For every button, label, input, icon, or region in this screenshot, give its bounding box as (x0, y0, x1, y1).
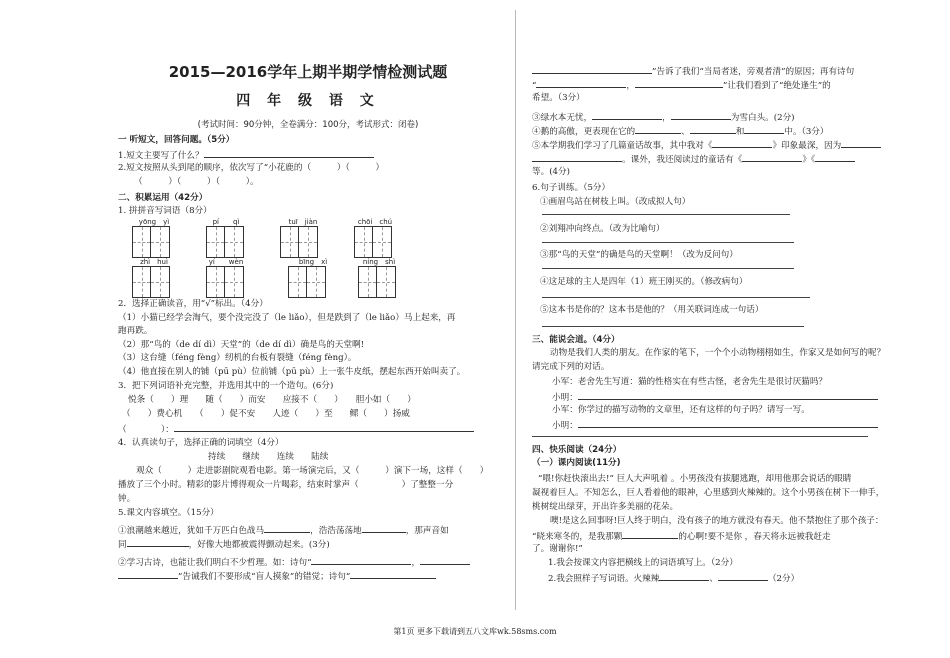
writing-box[interactable] (132, 226, 170, 258)
r4b-text: ， (662, 113, 671, 123)
s2-q3-w1: 悦条（ ）理 随（ ）而安 应接不（ ） 胆小如（ ） (128, 395, 416, 405)
r6b-text: 》印象最深，因为 (772, 141, 842, 151)
s2-q3-w2: （ ）费心机 （ ）促不安 人迹（ ）至 鳏（ ）扬威 (122, 409, 410, 419)
section-2-heading: 二、积累运用（42分） (118, 193, 208, 203)
f1a-text: ①浪潮越来越近，犹如千万匹白色战马 (118, 526, 265, 536)
s2-q2-l5: （4）他直接在别人的铺（pū pù）位前铺（pū pù）上一张牛皮纸，摆起东西开始叫卖了。 (118, 367, 466, 377)
pinyin-label: pí qì (212, 218, 240, 226)
transform-4: ④这足球的主人是四年（1）班王刚买的。（修改病句） (540, 277, 748, 287)
answer-blank[interactable] (362, 523, 406, 533)
s4-a3: 桃树绽出绿芽，开出许多美丽的花朵。 (532, 502, 679, 512)
section-4-heading: 四、快乐阅读（24分） (532, 445, 622, 455)
answer-blank[interactable] (635, 78, 723, 88)
r1 (532, 64, 854, 78)
s2-q4-s4c: 钟。 (118, 494, 136, 504)
s4-a1: “喂!你赶快滚出去!” 巨人大声吼着 。小男孩没有拔腿逃跑，却用他那会说话的眼睛 (538, 474, 852, 484)
s4-a4: 噢!是这么回事呀!巨人终于明白，没有孩子的地方就没有春天。他不禁抱住了那个孩子： (550, 516, 884, 526)
r5a-text: ④鹅的高傲，更表现在它的 (532, 127, 636, 137)
s2-q4-s4a: 观众（ ）走进影剧院观看电影。第一场演完后，又（ ）演下一场，这样（ ） (136, 466, 489, 476)
pinyin-label: níng shì (362, 258, 396, 266)
sentence-blank[interactable] (174, 422, 474, 432)
f1b-text: ，浩浩荡荡地 (310, 526, 362, 536)
s3-p4 (552, 390, 878, 404)
answer-blank[interactable] (536, 78, 626, 88)
answer-blank[interactable] (712, 138, 772, 148)
answer-blank[interactable] (622, 529, 678, 539)
s2-q2-l1: （1）小猫已经学会淘气，要个没完没了（le liǎo），但是跌到了（le liǎo）马上起来，再 (118, 313, 456, 323)
s2-q3: 3．把下列词语补充完整，并选用其中的一个造句。(6分) (118, 381, 334, 391)
answer-line[interactable] (542, 214, 790, 215)
pinyin-label: bīng xì (298, 258, 328, 266)
writing-box[interactable] (280, 226, 318, 258)
answer-blank[interactable] (127, 537, 189, 547)
s1-q1-text: 1.短文主要写了什么？ (118, 151, 204, 161)
f1c-text: ，那声音如 (405, 526, 449, 536)
exam-info: (考试时间：90分钟，全卷满分：100分，考试形式：闭卷) (197, 120, 419, 130)
s3-p1: 动物是我们人类的朋友。在作家的笔下，一个个小动物栩栩如生，作家又是如何写的呢？ (550, 348, 886, 358)
answer-blank[interactable] (578, 390, 878, 400)
r6a-text: ⑤本学期我们学习了几篇童话故事，其中我对《 (532, 141, 713, 151)
s2-q2-l4: （3）这台缝（féng fèng）纫机的台板有裂缝（féng fèng）。 (118, 353, 357, 363)
r2-text: ”让我们看到了“绝处逢生”的 (723, 81, 831, 91)
r1-text: ”告诉了我们“当局者迷，旁观者清”的原因；再有诗句 (652, 67, 855, 77)
answer-blank[interactable] (204, 148, 374, 158)
answer-blank[interactable] (264, 523, 310, 533)
s2-q4: 4．认真读句子，选择正确的词填空（4分） (118, 438, 284, 448)
s2-q4-options: 持续 继续 连续 陆续 (208, 452, 329, 462)
s1-q2a: 2.短文按照从头到尾的顺序，依次写了“小花鹿的（ ）（ ） (118, 163, 385, 173)
answer-blank[interactable] (420, 555, 470, 565)
answer-blank[interactable] (841, 138, 881, 148)
pinyin-label: chōi chú (357, 218, 393, 226)
writing-box[interactable] (206, 266, 244, 298)
s4-a8: 1.我会按课文内容把横线上的词语填写上。（2分） (548, 558, 738, 568)
answer-blank[interactable] (635, 124, 681, 134)
transform-3: ③那“鸟的天堂”的确是鸟的天堂啊！（改为反问句） (540, 250, 738, 260)
s3-p6-text: 小明： (552, 421, 578, 431)
writing-box[interactable] (288, 266, 326, 298)
s2-q2-l2: 跑再跌。 (118, 326, 153, 336)
s4-a7: 了。谢谢你!” (532, 544, 583, 554)
s4-a9: 2.我会照样子写词语。火辣辣 、 （2分） (548, 571, 799, 585)
s2-q5: 5.课文内容填空。（15分） (118, 508, 219, 518)
f1d-text: 同 (118, 540, 127, 550)
exam-title: 2015—2016学年上期半期学情检测试题 (168, 63, 448, 81)
s1-q2b: （ ）（ ）（ ）。 (134, 177, 259, 187)
s4-a6-text: 的心啊!要不是你 ，春天将永远被我赶走 (678, 532, 831, 542)
s3-p3: 小军：老舍先生写道：猫的性格实在有些古怪，老舍先生是很讨厌猫吗？ (552, 377, 828, 387)
answer-blank[interactable] (592, 110, 662, 120)
page-footer: 第1页 更多下载请到五八文库wk.58sms.com (393, 627, 557, 636)
answer-blank[interactable] (690, 124, 736, 134)
r3: 希望。（3分） (532, 93, 585, 103)
r5 (532, 124, 829, 138)
answer-blank[interactable] (742, 152, 802, 162)
s2-q4-s4b: 播放了三个小时。精彩的影片博得观众一片喝彩，结束时掌声（ ）了整整一分 (118, 480, 454, 490)
s4-a2: 凝视着巨人。不知怎么，巨人看着他的眼神，心里感到火辣辣的。这个小男孩在树下一伸手， (532, 488, 885, 498)
f1e-text: ，好像大地都被震得颤动起来。(3分) (188, 540, 330, 550)
answer-blank[interactable] (532, 152, 622, 162)
column-divider (515, 10, 516, 610)
answer-blank[interactable] (532, 64, 652, 74)
exam-subtitle: 四 年 级 语 文 (236, 93, 380, 109)
f2b-text: ”告诫我们不要形成“盲人摸象”的错觉；诗句“ (178, 572, 351, 582)
answer-line[interactable] (542, 297, 810, 298)
r4a-text: ③绿水本无忧， (532, 113, 593, 123)
writing-box[interactable] (132, 266, 170, 298)
s2-q2-l3: （2）那“鸟的（de dí dì）天堂”的（de dí dì）确是鸟的天堂啊! (118, 340, 365, 350)
answer-line[interactable] (542, 268, 794, 269)
answer-blank[interactable] (118, 569, 178, 579)
s2-q2: 2．选择正确读音，用“√”标出。（4分） (118, 299, 268, 309)
r4c-text: 为雪白头。(2分) (730, 113, 795, 123)
r-q6: 6.句子训练。（5分） (532, 183, 611, 193)
s3-p4-text: 小明： (552, 393, 578, 403)
s2-q3-w3 (118, 422, 474, 436)
s1-q1 (118, 148, 374, 162)
f2a-text: ②学习古诗，也能让我们明白不少哲理。如：诗句“ (118, 558, 312, 568)
answer-blank[interactable] (744, 124, 784, 134)
s2-q1: 1. 拼拼音写词语（8分） (118, 206, 212, 216)
s2-q5-f2-cont (118, 569, 436, 583)
answer-blank[interactable] (350, 569, 436, 579)
writing-box[interactable] (358, 266, 396, 298)
pinyin-label: zhì huì (140, 258, 168, 266)
s2-q5-f1 (118, 523, 449, 537)
answer-line[interactable] (542, 326, 804, 327)
section-3-heading: 三、能说会道。（4分） (532, 335, 620, 345)
answer-line[interactable] (542, 242, 794, 243)
r7-text: 。课外，我还阅读过的童话有《 (622, 155, 743, 165)
answer-line[interactable] (532, 436, 868, 437)
r5b-text: 、 (681, 127, 690, 137)
transform-1: ①画眉鸟站在树枝上叫。（改成拟人句） (540, 197, 691, 207)
r5d-text: 中。（3分） (784, 127, 829, 137)
s2-q5-f2: ②学习古诗，也能让我们明白不少哲理。如：诗句“ ， (118, 555, 470, 569)
answer-blank[interactable] (311, 555, 411, 565)
answer-blank[interactable] (671, 110, 731, 120)
r4 (532, 110, 795, 124)
r5c-text: 和 (735, 127, 745, 137)
r6 (532, 138, 881, 152)
writing-box[interactable] (206, 226, 244, 258)
s3-p5: 小军：你学过的描写动物的文章里，还有这样的句子吗？请写一写。 (552, 405, 810, 415)
s4-a5 (532, 529, 831, 543)
transform-2: ②刘翔冲向终点。（改为比喻句） (540, 224, 665, 234)
s3-p6 (552, 418, 878, 432)
answer-blank[interactable] (718, 571, 768, 581)
answer-blank[interactable] (659, 571, 709, 581)
pinyin-label: tuī jiàn (288, 218, 318, 226)
answer-blank[interactable] (578, 418, 878, 428)
s4-a10-text: （2分） (767, 574, 800, 584)
r7: 。课外，我还阅读过的童话有《 》《 (532, 152, 855, 166)
transform-5: ⑤这本书是你的？这本书是他的？（用关联词连成一句话） (540, 305, 764, 315)
section-1-heading: 一 听短文，回答问题。（5分） (118, 135, 235, 145)
r2: “ ， ”让我们看到了“绝处逢生”的 (532, 78, 831, 92)
answer-blank[interactable] (815, 152, 855, 162)
pinyin-label: yōng yì (138, 218, 170, 226)
pinyin-label: yí wèn (208, 258, 244, 266)
r8: 等。(4分) (532, 167, 570, 177)
s4-subheading: （一）课内阅读(11分) (532, 458, 621, 468)
s2-q3-w3-text: （ ）： (118, 425, 174, 435)
s4-a9-text: 2.我会照样子写词语。火辣辣 (548, 574, 660, 584)
s3-p2: 请完成下列的对话。 (532, 362, 610, 372)
s2-q5-f1-cont (118, 537, 330, 551)
writing-box[interactable] (354, 226, 392, 258)
s4-a5-text: “晓来寒冬的，是我那颗 (532, 532, 623, 542)
